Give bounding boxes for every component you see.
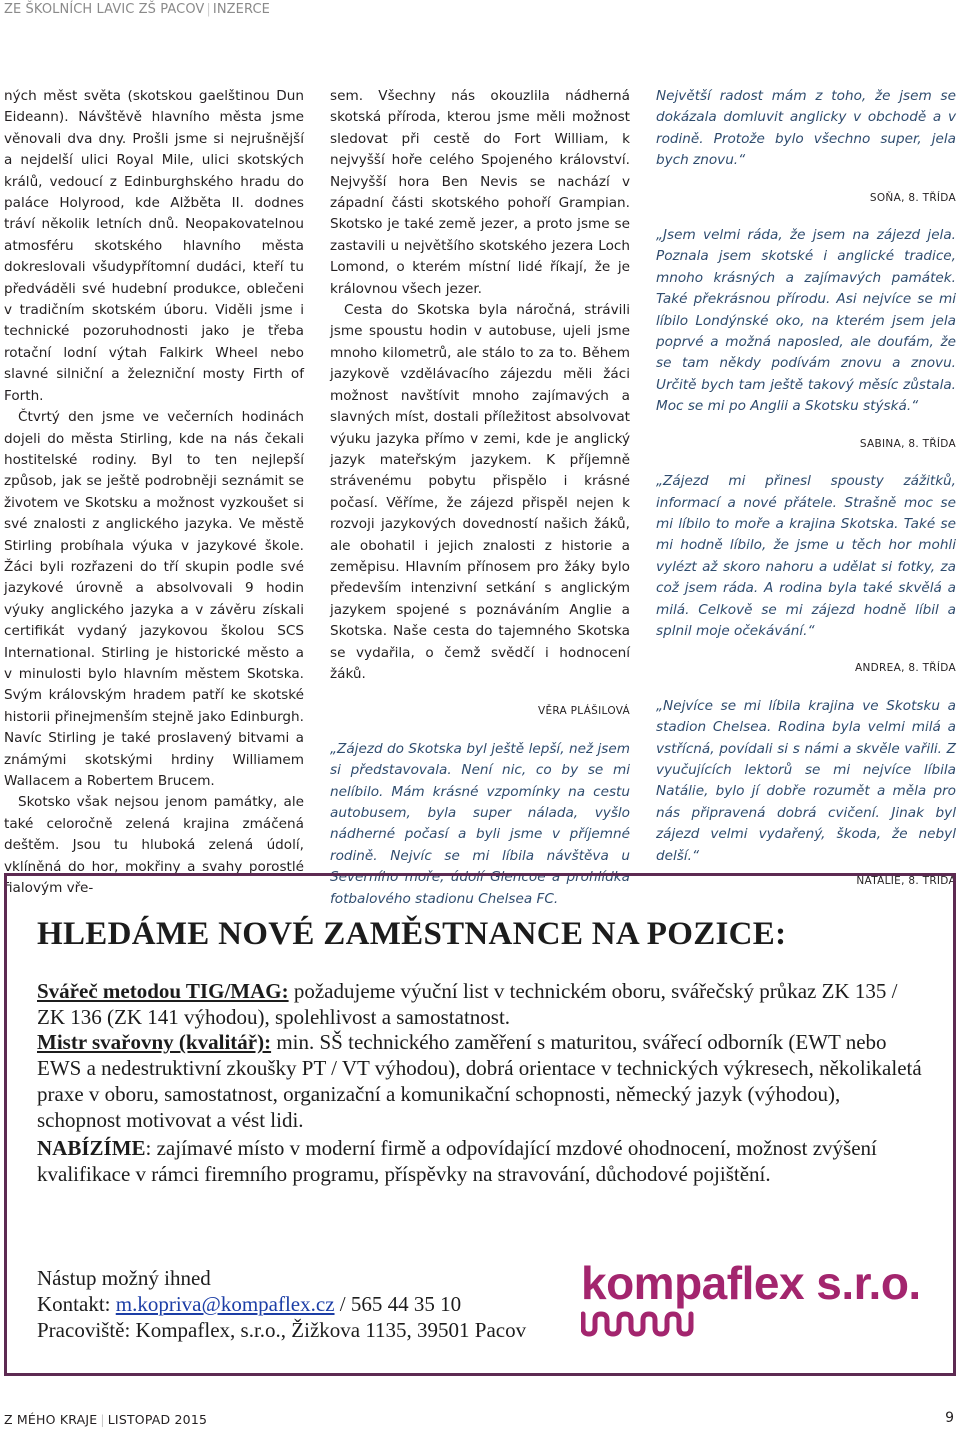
offer-label: NABÍZÍME <box>37 1136 146 1160</box>
position-welder-text: požadujeme výuční list v technickém oboru, svářečský průkaz ZK 135 / ZK 136 (ZK 141 výhodou), spolehlivost a samostatnost. <box>37 979 898 1029</box>
student-quote <box>656 696 956 867</box>
running-header <box>4 2 270 17</box>
footer-issue: LISTOPAD 2015 <box>107 1412 208 1427</box>
running-footer <box>4 1412 207 1427</box>
position-foreman-text: min. SŠ technického zaměření s maturitou, svářecí odborník (EWT nebo EWS a nedestruktivní zkoušky PT / VT výhodou), dobrá orientace v technických výkresech, několikaletá praxe v oboru, samostatnost, organizační a komunikační schopnosti, německý jazyk (výhodou), schopnost motivovat a vést lidi. <box>37 1030 922 1132</box>
header-category: INZERCE <box>212 2 270 17</box>
article-paragraph: Cesta do Skotska byla náročná, strávili jsme spoustu hodin v autobuse, ujeli jsme mnoho kilometrů, ale stálo to za to. Během jazykově vzdělávacího zájezdu měli žáci možnost navštívit mnoho zajímavých a slavných míst, dostali příležitost absolvovat výuku jazyka přímo v zemi, kde je anglický jazyk mateřským jazykem. K příjemně strávenému pobytu přispělo i krásné počasí. Věříme, že zájezd přispěl nejen k rozvoji jazykových dovedností našich žáků, ale obohatil i jejich znalosti z historie a zeměpisu. Hlavním přínosem pro žáky bylo především intenzivní setkání s anglickým jazykem spojené s poznáváním Anglie a Skotska. Naše cesta do tajemného Skotska se vydařila, o čemž svědčí i hodnocení žáků. <box>330 302 630 682</box>
position-foreman <box>37 1029 927 1133</box>
page-number: 9 <box>945 1410 954 1426</box>
logo-wave-icon <box>581 1310 711 1338</box>
article-column-2 <box>330 86 630 910</box>
contact-label: Kontakt: <box>37 1292 116 1316</box>
quote-signature: SOŇA, 8. TŘÍDA <box>869 191 956 204</box>
quote-text: „Nejvíce se mi líbila krajina ve Skotsku a stadion Chelsea. Rodina byla velmi milá a vstřícná, povídali si s námi a skvěle vařili. Z vyučujících lektorů se mi nejvíce líbila Natálie, bylo jí dobře rozumět a měla pro nás připravená dobrá cvičení. Jinak byl zájezd velmi vydařený, škoda, že nebyl delší.“ <box>656 697 956 864</box>
phone-number: / 565 44 35 10 <box>334 1292 462 1316</box>
header-section: ZE ŠKOLNÍCH LAVIC ZŠ PACOV <box>4 2 205 17</box>
quote-signature: SABINA, 8. TŘÍDA <box>859 437 956 450</box>
start-date: Nástup možný ihned <box>37 1266 211 1290</box>
article-paragraph: Skotsko však nejsou jenom památky, ale také celoročně zelená krajina zmáčená deštěm. Jsou tu hluboká zelená údolí, vklíněná do hor, mokřiny a svahy porostlé fialovým vře- <box>4 794 304 897</box>
offer <box>37 1135 927 1187</box>
workplace-address: Pracoviště: Kompaflex, s.r.o., Žižkova 1135, 39501 Pacov <box>37 1318 527 1342</box>
quote-text: „Zájezd do Skotska byl ještě lepší, než jsem si představovala. Není nic, co by se mi nelíbilo. Mám krásné vzpomínky na cestu autobusem, byla super nálada, vyšlo nádherné počasí a byli jsme v příjemné rodině. Nejvíc se mi líbila návštěva u Severního moře, údolí Glencoe a prohlídka fotbalového stadionu Chelsea FC. <box>330 740 630 907</box>
contact-line <box>37 1291 597 1317</box>
article-author: VĚRA PLÁŠILOVÁ <box>537 705 630 718</box>
article-paragraph: Čtvrtý den jsme ve večerních hodinách dojeli do města Stirling, kde na nás čekali hostitelské rodiny. Byl to ten nejlepší způsob, jak se ještě podrobněji seznámit se životem ve Skotsku a možnost vyzkoušet si své znalosti z anglického jazyka. Ve městě Stirling probíhala výuka v jazykové škole. Žáci byli rozřazeni do tří skupin podle své jazykové úrovně a absolvovali 9 hodin výuky anglického jazyka a v závěru získali certifikát vydaný jazykovou školou SCS International. Stirling je historické město a v minulosti bylo hlavním městem Skotska. Svým královským hradem patří ke skotské historii přinejmenším stejně jako Edinburgh. Navíc Stirling je také proslavený bitvami a známými skotskými hrdiny Williamem Wallacem a Robertem Brucem. <box>4 409 304 789</box>
ad-title: HLEDÁME NOVÉ ZAMĚSTNANCE NA POZICE: <box>37 916 787 952</box>
header-separator: | <box>206 2 211 17</box>
position-welder <box>37 978 927 1030</box>
footer-magazine: Z MÉHO KRAJE <box>4 1412 98 1427</box>
article-column-1 <box>4 86 304 899</box>
quote-text: Největší radost mám z toho, že jsem se dokázala domluvit anglicky v obchodě a v rodině. Protože bylo všechno super, jela bych znovu.“ <box>656 88 956 169</box>
quote-signature: ANDREA, 8. TŘÍDA <box>855 662 956 675</box>
position-foreman-label: Mistr svařovny (kvalitář): <box>37 1030 272 1054</box>
article-column-3 <box>656 86 956 908</box>
quote-text: „Jsem velmi ráda, že jsem na zájezd jela. Poznala jsem skotské i anglické tradice, mnoho krásných a zajímavých památek. Také překrásnou přírodu. Asi nejvíce se mi líbilo Londýnské oko, na kterém jsem jela poprvé a možná naposled, ale doufám, že se tam někdy podívám znovu a znovu. Určitě bych tam ještě takový měsíc zůstala. Moc se mi po Anglii a Skotsku stýská.“ <box>656 227 956 415</box>
article-paragraph: ných měst světa (skotskou gaelštinou Dun Eideann). Návštěvě hlavního města jsme věnovali dva dny. Prošli jsme si nejrušnější a nejdelší ulici Royal Mile, ulici skotských králů, vedoucí z Edinburghského hradu do paláce Holyrood, kde Alžběta II. dodnes tráví několik letních dnů. Neopakovatelnou atmosféru skotského hlavního města dokreslovali všudypřítomní dudáci, kteří tu předváděli své hudební produkce, oblečeni v tradičním skotském úboru. Viděli jsme i technické pozoruhodnosti jako je třeba rotační lodní výtah Falkirk Wheel nebo slavné silniční a železniční mosty Firth of Forth. <box>4 88 304 404</box>
quote-signature: NATÁLIE, 8. TŘÍDA <box>856 875 956 887</box>
offer-text: : zajímavé místo v moderní firmě a odpovídající mzdové ohodnocení, možnost zvýšení kvalifikace v rámci firemního programu, příspěvky na stravování, důchodové pojištění. <box>37 1136 877 1186</box>
student-quote <box>656 86 956 172</box>
student-quote <box>656 471 956 642</box>
footer-separator: | <box>100 1412 105 1427</box>
quote-text: „Zájezd mi přinesl spousty zážitků, informací a nové přátele. Strašně moc se mi líbilo to moře a krajina Skotska. Také se mi hodně líbilo, že jsme u těch hor mohli vylézt až skoro nahoru a udělat si fotky, za což jsem ráda. A rodina byla také skvělá a milá. Celkově se mi zájezd hodně líbil a splnil moje očekávání.“ <box>656 473 956 639</box>
email-link[interactable]: m.kopriva@kompaflex.cz <box>115 1292 335 1316</box>
job-advertisement <box>4 873 956 1376</box>
contact-block <box>37 1265 597 1343</box>
logo-wordmark: kompaflex s.r.o. <box>581 1257 921 1309</box>
position-welder-label: Svářeč metodou TIG/MAG: <box>37 979 289 1003</box>
article-paragraph: sem. Všechny nás okouzlila nádherná skotská příroda, kterou jsme měli možnost sledovat při cestě do Fort William, k nejvyšší hoře celého Spojeného království. Nejvyšší hora Ben Nevis se nachází v západní části skotského pohoří Grampian. Skotsko je také země jezer, a proto jsme se zastavili u největšího skotského jezera Loch Lomond, o kterém místní lidé říkají, že je královnou všech jezer. <box>330 88 630 297</box>
student-quote <box>656 225 956 418</box>
kompaflex-logo <box>581 1256 921 1344</box>
